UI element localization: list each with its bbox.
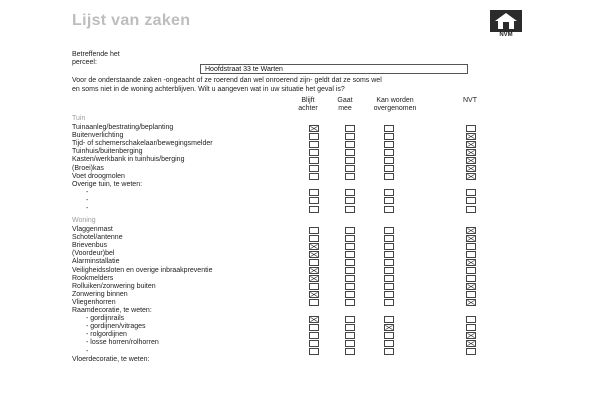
cross-mark-icon (467, 341, 475, 346)
row-label: Buitenverlichting (72, 132, 124, 140)
checkbox[interactable] (384, 316, 394, 323)
checkbox[interactable] (466, 125, 476, 132)
column-header-kan-worden-overgenomen (370, 97, 420, 113)
row-label: - gordijnen/vitrages (86, 323, 146, 331)
checkbox[interactable] (466, 332, 476, 339)
cross-mark-icon (467, 236, 475, 241)
checkbox[interactable] (466, 275, 476, 282)
checkbox[interactable] (466, 141, 476, 148)
checkbox[interactable] (309, 125, 319, 132)
checkbox[interactable] (345, 299, 355, 306)
nvm-house-logo-icon (489, 9, 523, 33)
checkbox[interactable] (345, 189, 355, 196)
checkbox[interactable] (466, 340, 476, 347)
checkbox[interactable] (309, 316, 319, 323)
checkbox[interactable] (309, 206, 319, 213)
cross-mark-icon (310, 292, 318, 297)
column-header-line: achter (298, 105, 318, 112)
cross-mark-icon (385, 325, 393, 330)
checkbox[interactable] (466, 227, 476, 234)
checkbox[interactable] (384, 227, 394, 234)
row-label: - (86, 205, 89, 212)
checkbox[interactable] (384, 324, 394, 331)
checkbox[interactable] (466, 324, 476, 331)
checkbox[interactable] (466, 348, 476, 355)
column-header-line: Kan worden (376, 97, 414, 104)
row-label: Tuinhuis/buitenberging (72, 148, 143, 156)
cross-mark-icon (310, 244, 318, 249)
checkbox[interactable] (466, 243, 476, 250)
row-label: Kasten/werkbank in tuinhuis/berging (72, 156, 185, 164)
checkbox[interactable] (384, 283, 394, 290)
row-label: Brievenbus (72, 242, 108, 250)
checkbox[interactable] (309, 275, 319, 282)
column-header-line: Blijft (301, 97, 315, 104)
cross-mark-icon (467, 228, 475, 233)
checkbox[interactable] (466, 133, 476, 140)
checkbox[interactable] (466, 206, 476, 213)
row-label: Tuinaanleg/bestrating/beplanting (72, 124, 174, 131)
checkbox[interactable] (384, 340, 394, 347)
row-label: Vlaggenmast (72, 226, 113, 233)
column-header-line: NVT (463, 97, 477, 104)
checkbox[interactable] (384, 206, 394, 213)
row-label: Schotel/antenne (72, 234, 123, 242)
checkbox[interactable] (345, 283, 355, 290)
checkbox[interactable] (345, 291, 355, 298)
checkbox[interactable] (345, 165, 355, 172)
checkbox[interactable] (345, 133, 355, 140)
logo-text: NVM (499, 32, 513, 38)
checkbox[interactable] (384, 141, 394, 148)
checkbox[interactable] (466, 316, 476, 323)
checkbox[interactable] (345, 267, 355, 274)
checkbox[interactable] (345, 157, 355, 164)
checkbox[interactable] (309, 173, 319, 180)
checkbox[interactable] (384, 157, 394, 164)
cross-mark-icon (467, 134, 475, 139)
section-title: Woning (72, 217, 96, 224)
cross-mark-icon (467, 174, 475, 179)
cross-mark-icon (467, 158, 475, 163)
checkbox[interactable] (309, 251, 319, 258)
checkbox[interactable] (384, 291, 394, 298)
checkbox[interactable] (309, 348, 319, 355)
checkbox[interactable] (345, 243, 355, 250)
checkbox[interactable] (345, 141, 355, 148)
checkbox[interactable] (345, 340, 355, 347)
cross-mark-icon (310, 276, 318, 281)
column-header-gaat-mee (330, 97, 360, 113)
row-label: Vloerdecoratie, te weten: (72, 355, 150, 363)
checkbox[interactable] (384, 149, 394, 156)
row-label: Veiligheidssloten en overige inbraakpreventie (72, 266, 213, 274)
row-label: Vliegenhorren (72, 298, 116, 306)
checkbox[interactable] (309, 157, 319, 164)
checkbox[interactable] (309, 133, 319, 140)
checkbox[interactable] (466, 173, 476, 180)
checkbox[interactable] (466, 267, 476, 274)
checkbox[interactable] (384, 125, 394, 132)
checkbox[interactable] (309, 267, 319, 274)
row-label: Zonwering binnen (72, 290, 128, 298)
checkbox[interactable] (466, 189, 476, 196)
checkbox[interactable] (345, 348, 355, 355)
cross-mark-icon (467, 260, 475, 265)
checkbox[interactable] (384, 275, 394, 282)
property-label-line1: Betreffende het (72, 51, 120, 58)
checkbox[interactable] (309, 149, 319, 156)
cross-mark-icon (310, 268, 318, 273)
checkbox[interactable] (384, 332, 394, 339)
checkbox[interactable] (309, 141, 319, 148)
row-label: Voet droogmolen (72, 172, 125, 180)
checkbox[interactable] (309, 243, 319, 250)
checkbox[interactable] (309, 189, 319, 196)
intro-line: en soms niet in de woning achterblijven. Wilt u aangeven wat in uw situatie het geval is? (72, 86, 345, 93)
checkbox[interactable] (309, 340, 319, 347)
row-label: - (86, 196, 89, 204)
row-label: - losse horren/rolhorren (86, 339, 159, 347)
checkbox[interactable] (345, 251, 355, 258)
checkbox[interactable] (345, 235, 355, 242)
row-label: Rookmelders (72, 274, 114, 282)
checkbox[interactable] (384, 235, 394, 242)
column-header-blijft-achter (293, 97, 323, 113)
cross-mark-icon (467, 284, 475, 289)
checkbox[interactable] (384, 243, 394, 250)
checkbox[interactable] (345, 173, 355, 180)
address-field[interactable]: Hoofdstraat 33 te Warten (200, 64, 468, 74)
checkbox[interactable] (309, 324, 319, 331)
cross-mark-icon (310, 317, 318, 322)
checkbox[interactable] (309, 197, 319, 204)
cross-mark-icon (467, 166, 475, 171)
checkbox[interactable] (384, 267, 394, 274)
checkbox[interactable] (466, 299, 476, 306)
checkbox[interactable] (345, 324, 355, 331)
row-label: Tijd- of schemerschakelaar/bewegingsmelder (72, 140, 213, 148)
checkbox[interactable] (309, 283, 319, 290)
checkbox[interactable] (309, 259, 319, 266)
checkbox[interactable] (384, 251, 394, 258)
section-title: Tuin (72, 115, 86, 122)
cross-mark-icon (467, 333, 475, 338)
row-label: (Voordeur)bel (72, 250, 115, 258)
checkbox[interactable] (466, 283, 476, 290)
column-header-line: Gaat (337, 97, 353, 104)
page-title: Lijst van zaken (72, 12, 191, 29)
row-label: Raamdecoratie, te weten: (72, 307, 152, 314)
checkbox[interactable] (384, 299, 394, 306)
property-label-line2: perceel: (72, 59, 97, 66)
checkbox[interactable] (345, 227, 355, 234)
checkbox[interactable] (345, 206, 355, 213)
checkbox[interactable] (345, 316, 355, 323)
checkbox[interactable] (309, 235, 319, 242)
row-label: Alarminstallatie (72, 258, 120, 266)
cross-mark-icon (310, 252, 318, 257)
checkbox[interactable] (466, 157, 476, 164)
checkbox[interactable] (345, 332, 355, 339)
row-label: - (86, 347, 89, 355)
checkbox[interactable] (384, 173, 394, 180)
intro-text (72, 76, 532, 94)
checkbox[interactable] (466, 165, 476, 172)
column-header-line: overgenomen (373, 105, 417, 112)
checkbox[interactable] (309, 165, 319, 172)
cross-mark-icon (310, 126, 318, 131)
row-label: (Broei)kas (72, 164, 104, 172)
row-label: - rolgordijnen (86, 331, 127, 339)
column-header-nvt (458, 97, 482, 105)
checkbox[interactable] (466, 291, 476, 298)
checkbox[interactable] (345, 259, 355, 266)
checkbox[interactable] (466, 259, 476, 266)
checkbox[interactable] (466, 235, 476, 242)
row-label: - gordijnrails (86, 315, 125, 323)
column-header-line: mee (338, 105, 352, 112)
checkbox[interactable] (309, 227, 319, 234)
cross-mark-icon (467, 150, 475, 155)
checkbox[interactable] (466, 149, 476, 156)
checkbox[interactable] (384, 133, 394, 140)
checkbox[interactable] (309, 332, 319, 339)
checkbox[interactable] (345, 275, 355, 282)
checkbox[interactable] (384, 259, 394, 266)
cross-mark-icon (467, 300, 475, 305)
intro-line: Voor de onderstaande zaken -ongeacht of ze roerend dan wel onroerend zijn- geldt dat ze soms wel (72, 77, 382, 84)
checkbox[interactable] (309, 291, 319, 298)
checkbox[interactable] (384, 165, 394, 172)
checkbox[interactable] (466, 251, 476, 258)
checkbox[interactable] (345, 125, 355, 132)
cross-mark-icon (467, 142, 475, 147)
row-label: - (86, 188, 89, 196)
row-label: Overige tuin, te weten: (72, 180, 143, 188)
checkbox[interactable] (345, 197, 355, 204)
checkbox[interactable] (466, 197, 476, 204)
checkbox[interactable] (345, 149, 355, 156)
checkbox[interactable] (384, 348, 394, 355)
checkbox[interactable] (384, 189, 394, 196)
row-label: Rolluiken/zonwering buiten (72, 282, 156, 290)
checkbox[interactable] (309, 299, 319, 306)
checkbox[interactable] (384, 197, 394, 204)
